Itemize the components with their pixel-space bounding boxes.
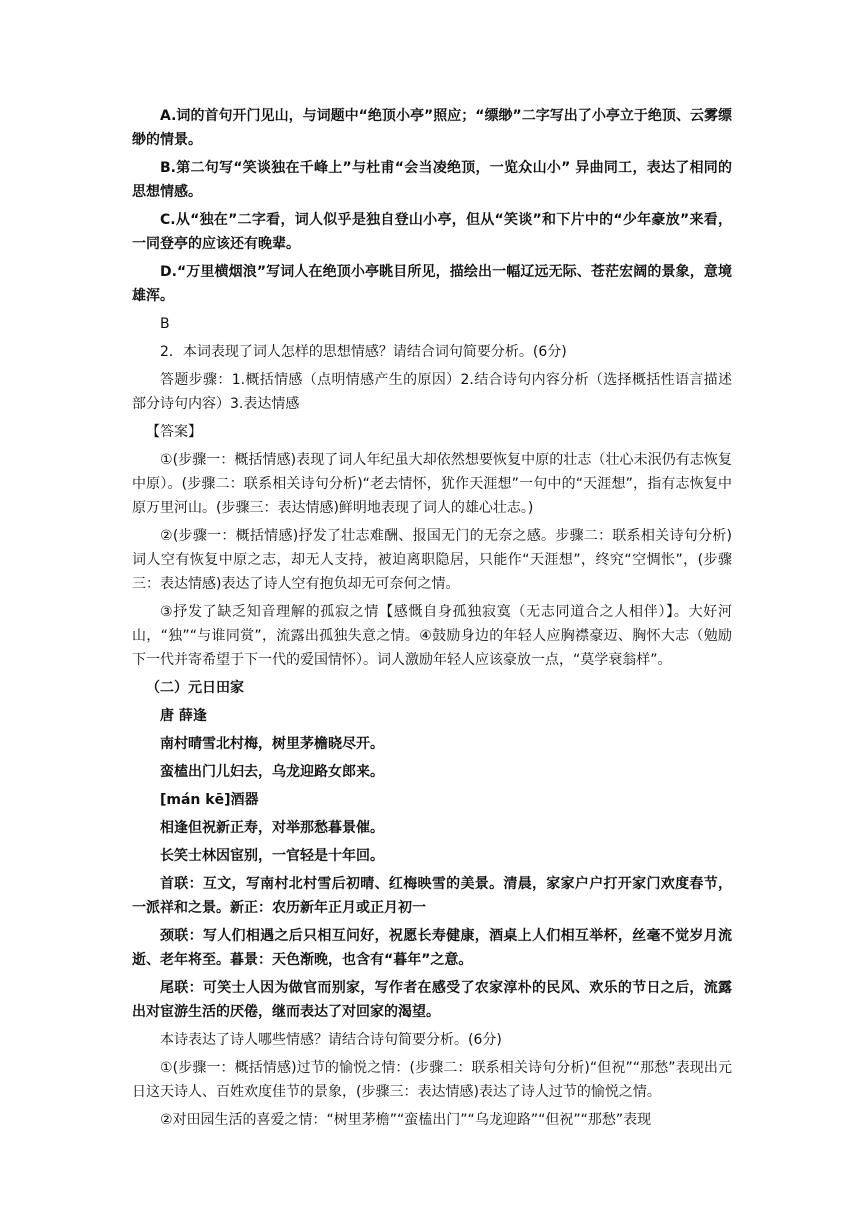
poem-gloss: [mán kē]酒器 [160,792,259,808]
option-c: C.从“独在”二字看，词人似乎是独自登山小亭，但从“笑谈”和下片中的“少年豪放”来看，一同登亭的应该还有晚辈。 [132,212,732,252]
option-b: B.第二句写“笑谈独在千峰上”与杜甫“会当凌绝顶，一览众山小” 异曲同工，表达了相同的思想情感。 [132,160,732,200]
note-weilian: 尾联：可笑士人因为做官而别家，写作者在感受了农家淳朴的民风、欢乐的节日之后，流露出对宦游生活的厌倦，继而表达了对回家的渴望。 [132,980,732,1020]
document-page [132,104,732,1136]
poem-heading: （二）元日田家 [146,680,244,696]
note-shoulian: 首联：互文，写南村北村雪后初晴、红梅映雪的美景。清晨，家家户户打开家门欢度春节，一派祥和之景。新正：农历新年正月或正月初一 [132,876,732,916]
note-jinglian: 颈联：写人们相遇之后只相互问好，祝愿长寿健康，酒桌上人们相互举杯，丝毫不觉岁月流逝、老年将至。暮景：天色渐晚，也含有“暮年”之意。 [132,928,732,968]
answer3-point-1: ①(步骤一：概括情感)过节的愉悦之情：(步骤二：联系相关诗句分析)“但祝”“那愁”表现出元日这天诗人、百姓欢度佳节的景象，(步骤三：表达情感)表达了诗人过节的愉悦之情。 [132,1060,732,1100]
poem-line-4: 长笑士林因宦别，一官轻是十年回。 [160,848,384,864]
answer-point-2: ②(步骤一：概括情感)抒发了壮志难酬、报国无门的无奈之感。步骤二：联系相关诗句分析)词人空有恢复中原之志，却无人支持，被迫离职隐居，只能作“天涯想”，终究“空惆怅”，(步骤三：表达情感)表达了诗人空有抱负却无可奈何之情。 [132,528,732,592]
answer-steps: 答题步骤：1.概括情感（点明情感产生的原因）2.结合诗句内容分析（选择概括性语言描述部分诗句内容）3.表达情感 [132,372,732,412]
poem-line-1: 南村晴雪北村梅，树里茅檐晓尽开。 [160,736,384,752]
answer-1: B [160,316,170,332]
question-3: 本诗表达了诗人哪些情感？请结合诗句简要分析。(6分) [160,1032,502,1048]
answer-label: 【答案】 [146,424,202,440]
poem-line-3: 相逢但祝新正寿，对举那愁暮景催。 [160,820,384,836]
option-a: A.词的首句开门见山，与词题中“绝顶小亭”照应；“缥缈”二字写出了小亭立于绝顶、云雾缥缈的情景。 [132,108,732,148]
answer3-point-2: ②对田园生活的喜爱之情：“树里茅檐”“蛮榼出门”“乌龙迎路”“但祝”“那愁”表现 [160,1112,652,1128]
poem-author: 唐 薛逢 [160,708,207,724]
option-d: D.“万里横烟浪”写词人在绝顶小亭眺目所见，描绘出一幅辽远无际、苍茫宏阔的景象，意境雄浑。 [132,264,732,304]
answer-point-1: ①(步骤一：概括情感)表现了词人年纪虽大却依然想要恢复中原的壮志（壮心未泯仍有志恢复中原）。(步骤二：联系相关诗句分析)“老去情怀，犹作天涯想”一句中的“天涯想”，指有志恢复中原万里河山。(步骤三：表达情感)鲜明地表现了词人的雄心壮志。) [132,452,732,516]
question-2: 2．本词表现了词人怎样的思想情感？请结合词句简要分析。(6分) [160,344,567,360]
poem-line-2: 蛮榼出门儿妇去，乌龙迎路女郎来。 [160,764,384,780]
answer-point-3: ③抒发了缺乏知音理解的孤寂之情【感慨自身孤独寂寞（无志同道合之人相伴）】。大好河山，“独”“与谁同赏”，流露出孤独失意之情。④鼓励身边的年轻人应胸襟豪迈、胸怀大志（勉励下一代并寄希望于下一代的爱国情怀）。词人激励年轻人应该豪放一点，“莫学衰翁样”。 [132,604,732,668]
